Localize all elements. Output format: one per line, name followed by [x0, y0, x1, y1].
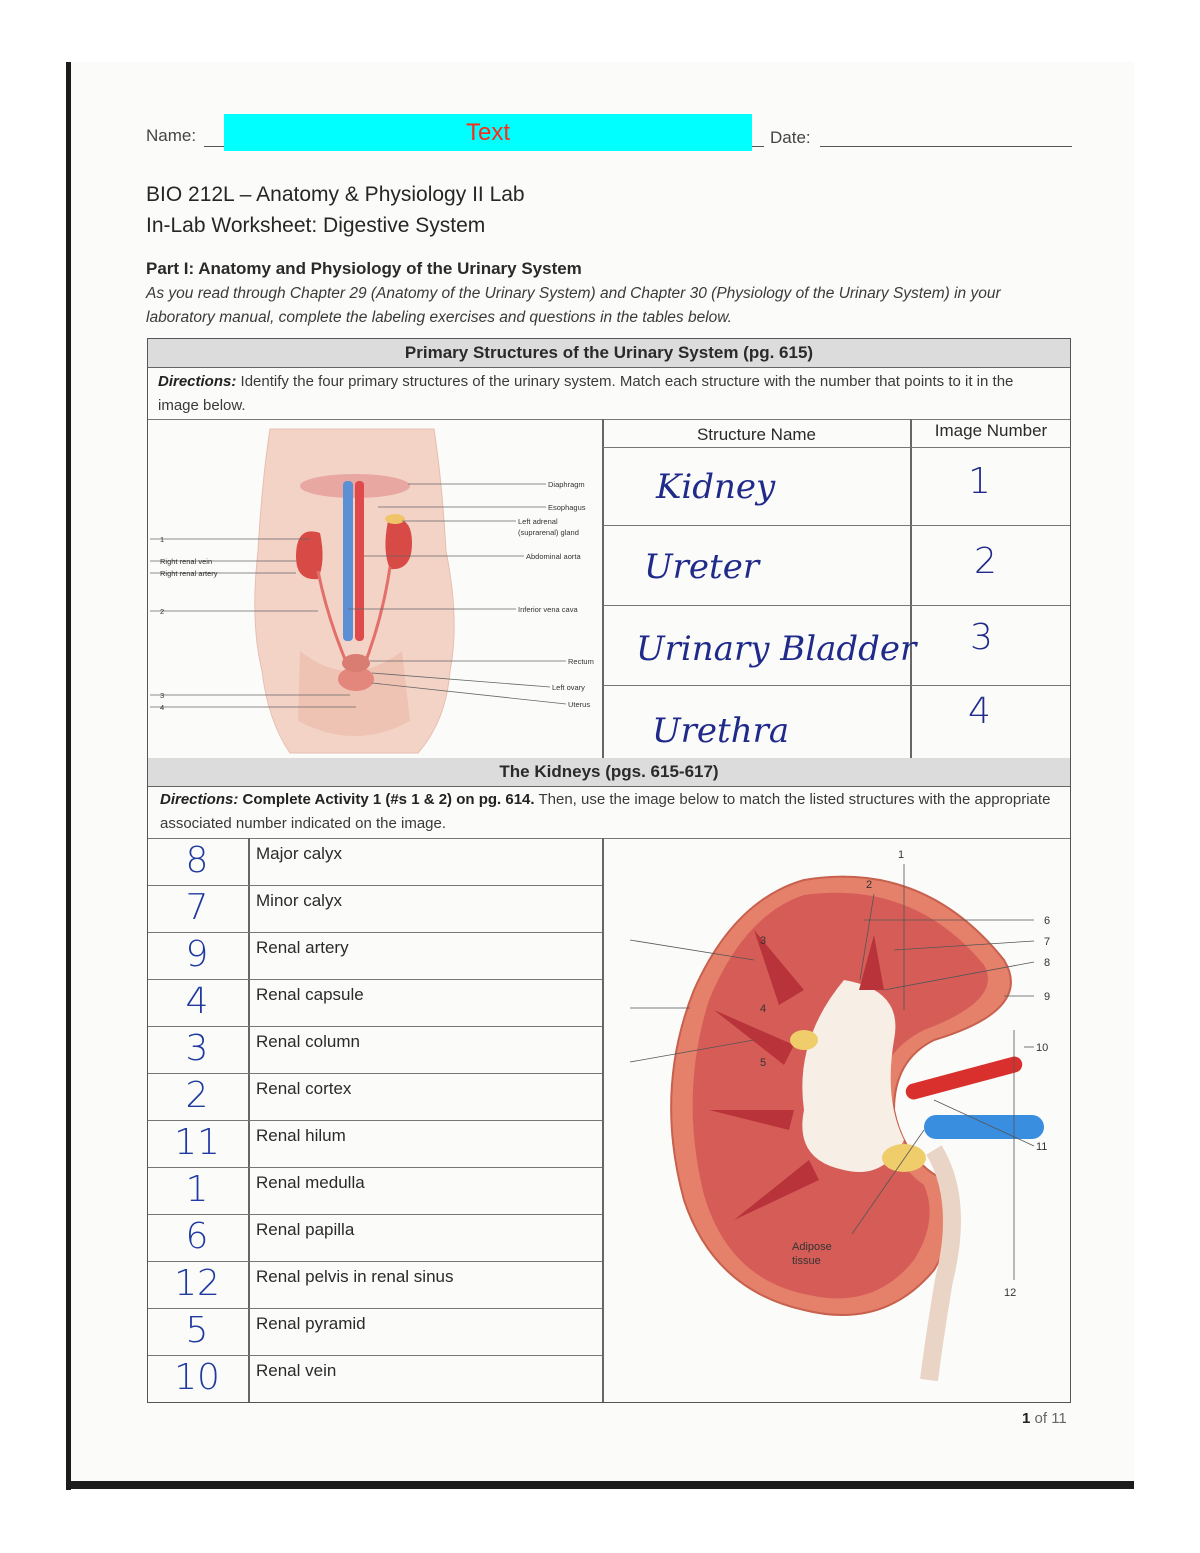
kidney-label-5: 5 — [760, 1057, 767, 1069]
label-adrenal: Left adrenal — [518, 517, 558, 526]
kidney-label-10: 10 — [1036, 1042, 1049, 1054]
answer-structure-name: Ureter — [644, 547, 760, 587]
directions-text: Identify the four primary structures of the urinary system. Match each structure with the number that points to it in the image below. — [158, 373, 1014, 414]
kidney-label-9: 9 — [1044, 991, 1051, 1003]
answer-structure-name: Urethra — [652, 711, 790, 751]
list-item — [148, 838, 602, 886]
answer-number: 9 — [185, 934, 209, 975]
label-diaphragm: Diaphragm — [548, 480, 585, 489]
kidney-label-3: 3 — [760, 935, 767, 947]
list-item — [148, 1261, 602, 1309]
structure-label: Minor calyx — [256, 891, 342, 910]
label-renal-artery: Right renal artery — [160, 569, 218, 578]
list-item — [148, 1120, 602, 1168]
label-uterus: Uterus — [568, 700, 591, 709]
structure-label: Renal artery — [256, 938, 349, 957]
table-heading: The Kidneys (pgs. 615-617) — [148, 758, 1070, 787]
kidneys-table — [147, 758, 1071, 1403]
label-rectum: Rectum — [568, 657, 594, 666]
kidney-label-8: 8 — [1044, 957, 1051, 969]
adipose-shape — [790, 1030, 818, 1050]
kidney-label-12: 12 — [1004, 1287, 1017, 1299]
answer-image-number: 2 — [974, 541, 997, 582]
directions — [160, 788, 1060, 836]
structure-label: Renal pyramid — [256, 1314, 366, 1333]
vena-cava-shape — [343, 481, 353, 641]
structure-label: Renal papilla — [256, 1220, 355, 1239]
label-n2: 2 — [160, 607, 165, 616]
course-title — [146, 179, 525, 241]
kidney-answer-list — [148, 838, 602, 1402]
divider — [603, 525, 1070, 526]
name-label: Name: — [146, 126, 197, 145]
table-heading: Primary Structures of the Urinary System (pg. 615) — [148, 339, 1070, 368]
answer-number: 2 — [185, 1075, 209, 1116]
label-adrenal-2: (suprarenal) gland — [518, 528, 579, 537]
list-item — [148, 1073, 602, 1121]
kidney-label-6: 6 — [1044, 915, 1051, 927]
adrenal-shape — [385, 514, 405, 524]
divider — [603, 605, 1070, 606]
directions-label: Directions: — [158, 373, 237, 390]
date-label: Date: — [770, 128, 811, 147]
kidney-label-2: 2 — [866, 879, 873, 891]
directions-label: Directions: — [160, 791, 239, 808]
answer-image-number: 3 — [970, 617, 993, 658]
label-n3: 3 — [160, 691, 165, 700]
kidney-label-7: 7 — [1044, 936, 1051, 948]
adipose-label-2: tissue — [792, 1255, 821, 1267]
adipose-shape — [882, 1144, 926, 1172]
list-item — [148, 885, 602, 933]
page-number — [1022, 1410, 1067, 1427]
answer-number: 7 — [185, 887, 209, 928]
directions-text: Then, use the image below to match the listed structures with the appropriate associated number indicated on the image. — [160, 791, 1051, 832]
kidney-label-1: 1 — [898, 849, 905, 861]
structure-label: Renal vein — [256, 1361, 337, 1380]
answer-number: 8 — [185, 840, 209, 881]
structure-label: Major calyx — [256, 844, 342, 863]
divider — [148, 419, 1070, 420]
answer-number: 3 — [185, 1028, 209, 1069]
label-renal-vein: Right renal vein — [160, 557, 213, 566]
kidney-label-11: 11 — [1036, 1141, 1048, 1153]
structure-label: Renal medulla — [256, 1173, 365, 1192]
list-item — [148, 1026, 602, 1074]
page-total: of 11 — [1034, 1410, 1067, 1427]
adipose-label: Adipose — [792, 1241, 832, 1253]
kidney-label-4: 4 — [760, 1003, 767, 1015]
answer-number: 11 — [174, 1122, 220, 1163]
label-esophagus: Esophagus — [548, 503, 586, 512]
course-line-2: In-Lab Worksheet: Digestive System — [146, 214, 486, 237]
answer-number: 4 — [185, 981, 209, 1022]
answer-structure-name: Kidney — [656, 467, 776, 507]
label-ovary: Left ovary — [552, 683, 585, 692]
structure-label: Renal pelvis in renal sinus — [256, 1267, 454, 1286]
divider — [910, 419, 912, 759]
name-redaction: Text — [224, 114, 752, 151]
answer-number: 10 — [174, 1357, 220, 1398]
label-n1: 1 — [160, 535, 165, 544]
answer-number: 5 — [185, 1310, 209, 1351]
urinary-system-figure — [150, 421, 600, 757]
divider — [603, 685, 1070, 686]
aorta-shape — [355, 481, 364, 641]
name-date-row — [146, 119, 1076, 154]
list-item — [148, 979, 602, 1027]
kidney-section-figure — [604, 840, 1068, 1400]
list-item — [148, 1167, 602, 1215]
scan-edge-bottom — [66, 1481, 1134, 1489]
structure-label: Renal capsule — [256, 985, 364, 1004]
structure-label: Renal column — [256, 1032, 360, 1051]
divider — [602, 419, 604, 759]
directions-bold: Complete Activity 1 (#s 1 & 2) on pg. 614. — [242, 791, 535, 808]
label-vena-cava: Inferior vena cava — [518, 605, 578, 614]
answer-number: 12 — [174, 1263, 220, 1304]
answer-number: 1 — [185, 1169, 209, 1210]
course-line-1: BIO 212L – Anatomy & Physiology II Lab — [146, 183, 525, 206]
label-aorta: Abdominal aorta — [526, 552, 581, 561]
divider — [603, 447, 1070, 448]
directions — [158, 370, 1058, 418]
answer-image-number: 1 — [968, 461, 991, 502]
answer-number: 6 — [185, 1216, 209, 1257]
column-header-number: Image Number — [934, 421, 1048, 440]
list-item — [148, 1355, 602, 1402]
part-description: As you read through Chapter 29 (Anatomy of the Urinary System) and Chapter 30 (Physiology of the Urinary System) in your laboratory manual, complete the labeling exercises and questions in the tables below. — [146, 285, 1001, 326]
uterus-shape — [342, 654, 370, 672]
label-n4: 4 — [160, 703, 165, 712]
list-item — [148, 1308, 602, 1356]
renal-artery-shape — [904, 1055, 1024, 1102]
answer-image-number: 4 — [968, 691, 991, 732]
part-title: Part I: Anatomy and Physiology of the Urinary System — [146, 259, 582, 278]
date-line — [820, 146, 1072, 147]
list-item — [148, 1214, 602, 1262]
primary-structures-table — [147, 338, 1071, 760]
renal-vein-shape — [924, 1115, 1044, 1139]
page-current: 1 — [1022, 1410, 1031, 1427]
list-item — [148, 932, 602, 980]
answer-structure-name: Urinary Bladder — [636, 629, 917, 669]
column-header-structure: Structure Name — [696, 425, 817, 444]
structure-label: Renal hilum — [256, 1126, 346, 1145]
structure-label: Renal cortex — [256, 1079, 352, 1098]
